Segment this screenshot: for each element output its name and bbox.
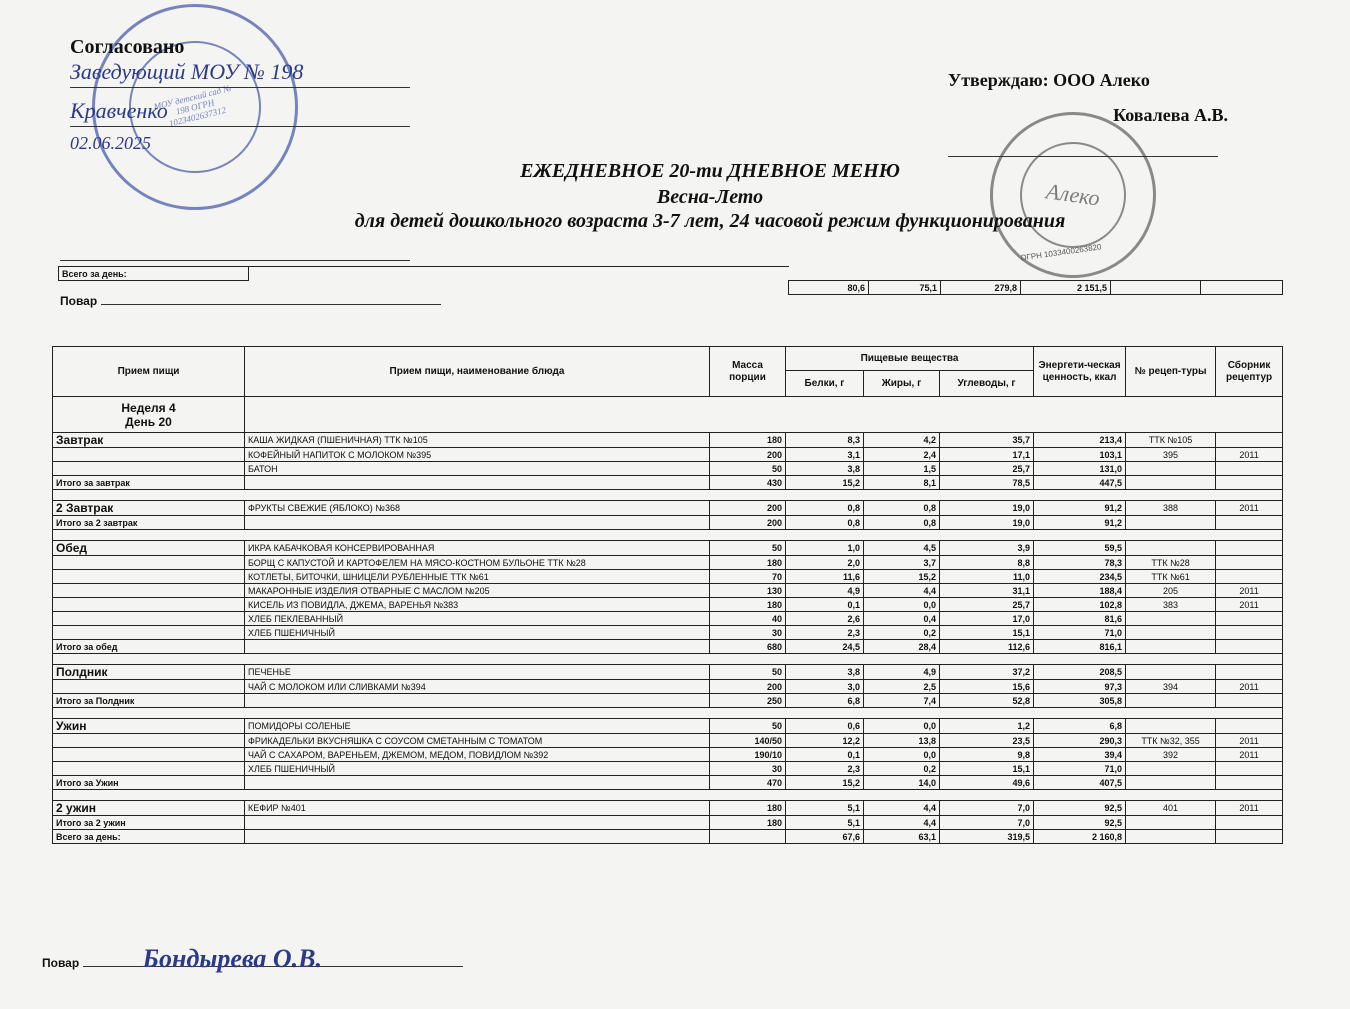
dish-name: ИКРА КАБАЧКОВАЯ КОНСЕРВИРОВАННАЯ [245,541,710,556]
table-row [53,665,1283,680]
dish-name: ХЛЕБ ПШЕНИЧНЫЙ [245,626,710,640]
dish-carbs: 11,0 [940,570,1034,584]
dish-fat: 13,8 [864,734,940,748]
menu-table [52,346,1283,844]
dish-mass: 50 [710,719,786,734]
subtotal-row [53,476,1283,490]
dish-energy: 59,5 [1034,541,1126,556]
dish-mass: 180 [710,801,786,816]
prev-povar-label: Повар [60,294,441,308]
dish-mass: 70 [710,570,786,584]
subtotal-mass: 200 [710,516,786,530]
dish-fat: 0,4 [864,612,940,626]
dish-carbs: 25,7 [940,598,1034,612]
subtotal-empty [1216,776,1283,790]
dish-collection [1216,626,1283,640]
dish-carbs: 37,2 [940,665,1034,680]
col-protein: Белки, г [786,371,864,397]
dish-energy: 92,5 [1034,801,1126,816]
spacer-row [53,530,1283,541]
dish-fat: 0,2 [864,762,940,776]
subtotal-empty [1216,476,1283,490]
dish-protein: 0,8 [786,501,864,516]
dish-protein: 3,8 [786,462,864,476]
dish-collection: 2011 [1216,584,1283,598]
col-mass: Масса порции [710,347,786,397]
subtotal-protein: 15,2 [786,476,864,490]
cook-signature: Бондырева О.В. [142,944,323,973]
dish-fat: 0,0 [864,598,940,612]
col-carbs: Углеводы, г [940,371,1034,397]
dish-protein: 2,3 [786,762,864,776]
dish-name: ФРИКАДЕЛЬКИ ВКУСНЯШКА С СОУСОМ СМЕТАННЫМ С ТОМАТОМ [245,734,710,748]
dish-recipe [1126,462,1216,476]
dish-collection: 2011 [1216,598,1283,612]
dish-collection: 2011 [1216,680,1283,694]
spacer-row [53,790,1283,801]
meal-label: Завтрак [53,433,245,448]
dish-protein: 5,1 [786,801,864,816]
dish-carbs: 19,0 [940,501,1034,516]
subtotal-mass: 250 [710,694,786,708]
meal-empty [53,598,245,612]
subtotal-protein: 15,2 [786,776,864,790]
dish-recipe [1126,719,1216,734]
subtotal-empty [245,776,710,790]
dish-mass: 50 [710,665,786,680]
day-total-carbs: 319,5 [940,830,1034,844]
dish-collection: 2011 [1216,448,1283,462]
dish-name: ХЛЕБ ПЕКЛЕВАННЫЙ [245,612,710,626]
subtotal-carbs: 78,5 [940,476,1034,490]
subtotal-empty [1216,816,1283,830]
dish-protein: 8,3 [786,433,864,448]
dish-recipe: ТТК №32, 355 [1126,734,1216,748]
dish-protein: 12,2 [786,734,864,748]
dish-mass: 130 [710,584,786,598]
table-row [53,541,1283,556]
approve-block [948,70,1228,157]
subtotal-empty [245,816,710,830]
subtotal-empty [245,694,710,708]
col-meal: Прием пищи [53,347,245,397]
subtotal-label: Итого за Полдник [53,694,245,708]
col-dish: Прием пищи, наименование блюда [245,347,710,397]
dish-energy: 103,1 [1034,448,1126,462]
dish-collection [1216,719,1283,734]
table-row [53,556,1283,570]
subtotal-label: Итого за завтрак [53,476,245,490]
dish-recipe: ТТК №61 [1126,570,1216,584]
meal-empty [53,626,245,640]
subtotal-mass: 430 [710,476,786,490]
right-stamp-ring: ОГРН 1033400263820 [1019,242,1102,263]
dish-recipe: 395 [1126,448,1216,462]
dish-carbs: 15,1 [940,762,1034,776]
dish-recipe: 205 [1126,584,1216,598]
dish-carbs: 9,8 [940,748,1034,762]
col-fat: Жиры, г [864,371,940,397]
subtotal-energy: 92,5 [1034,816,1126,830]
dish-energy: 81,6 [1034,612,1126,626]
right-stamp: Алеко [979,101,1166,288]
dish-energy: 6,8 [1034,719,1126,734]
dish-collection: 2011 [1216,801,1283,816]
dish-energy: 213,4 [1034,433,1126,448]
dish-fat: 2,4 [864,448,940,462]
day-total-energy: 2 160,8 [1034,830,1126,844]
menu-title: ЕЖЕДНЕВНОЕ 20-ти ДНЕВНОЕ МЕНЮ [520,160,900,182]
subtotal-energy: 447,5 [1034,476,1126,490]
dish-carbs: 23,5 [940,734,1034,748]
spacer-row [53,708,1283,719]
subtotal-carbs: 7,0 [940,816,1034,830]
dish-carbs: 31,1 [940,584,1034,598]
subtotal-fat: 4,4 [864,816,940,830]
table-row [53,584,1283,598]
prev-total-z: 75,1 [869,281,941,295]
subtotal-fat: 14,0 [864,776,940,790]
menu-subtitle: для детей дошкольного возраста 3-7 лет, 24 часовой режим функционирования [354,210,1066,232]
dish-protein: 3,1 [786,448,864,462]
dish-name: МАКАРОННЫЕ ИЗДЕЛИЯ ОТВАРНЫЕ С МАСЛОМ №205 [245,584,710,598]
dish-recipe: 394 [1126,680,1216,694]
meal-empty [53,448,245,462]
subtotal-fat: 0,8 [864,516,940,530]
subtotal-empty [1216,640,1283,654]
dish-fat: 0,2 [864,626,940,640]
dish-energy: 71,0 [1034,762,1126,776]
menu-season: Весна-Лето [656,186,764,208]
table-row [53,448,1283,462]
dish-collection [1216,433,1283,448]
dish-recipe [1126,612,1216,626]
dish-recipe [1126,541,1216,556]
meal-empty [53,556,245,570]
subtotal-empty [1126,694,1216,708]
dish-mass: 200 [710,501,786,516]
agreed-title: Согласовано [70,36,185,58]
col-nutrients: Пищевые вещества [786,347,1034,371]
col-recipe: № рецеп-туры [1126,347,1216,397]
dish-energy: 91,2 [1034,501,1126,516]
dish-fat: 4,2 [864,433,940,448]
subtotal-carbs: 112,6 [940,640,1034,654]
dish-carbs: 8,8 [940,556,1034,570]
dish-fat: 1,5 [864,462,940,476]
subtotal-empty [1126,476,1216,490]
dish-recipe: 392 [1126,748,1216,762]
table-row [53,734,1283,748]
dish-name: КИСЕЛЬ ИЗ ПОВИДЛА, ДЖЕМА, ВАРЕНЬЯ №383 [245,598,710,612]
subtotal-empty [245,516,710,530]
table-row [53,462,1283,476]
dish-collection [1216,541,1283,556]
table-row [53,501,1283,516]
subtotal-energy: 407,5 [1034,776,1126,790]
dish-fat: 3,7 [864,556,940,570]
table-row [53,626,1283,640]
subtotal-mass: 470 [710,776,786,790]
prev-total-label: Всего за день: [59,267,249,281]
dish-carbs: 7,0 [940,801,1034,816]
dish-mass: 30 [710,762,786,776]
dish-protein: 3,8 [786,665,864,680]
dish-fat: 0,0 [864,748,940,762]
dish-mass: 180 [710,556,786,570]
day-total-label: Всего за день: [53,830,245,844]
dish-energy: 78,3 [1034,556,1126,570]
dish-energy: 71,0 [1034,626,1126,640]
day-total-protein: 67,6 [786,830,864,844]
dish-mass: 190/10 [710,748,786,762]
dish-fat: 0,8 [864,501,940,516]
meal-label: 2 ужин [53,801,245,816]
subtotal-protein: 24,5 [786,640,864,654]
dish-name: КОФЕЙНЫЙ НАПИТОК С МОЛОКОМ №395 [245,448,710,462]
week-day: Неделя 4 День 20 [53,397,245,433]
agreed-date: 02.06.2025 [70,133,151,153]
dish-collection: 2011 [1216,734,1283,748]
subtotal-row [53,694,1283,708]
subtotal-energy: 91,2 [1034,516,1126,530]
dish-protein: 0,1 [786,598,864,612]
day-total-row [53,830,1283,844]
previous-total-table [58,266,1283,295]
subtotal-label: Итого за 2 ужин [53,816,245,830]
subtotal-carbs: 52,8 [940,694,1034,708]
dish-protein: 2,0 [786,556,864,570]
dish-mass: 40 [710,612,786,626]
dish-collection [1216,665,1283,680]
spacer-row [53,490,1283,501]
dish-recipe: 388 [1126,501,1216,516]
meal-label: Ужин [53,719,245,734]
subtotal-label: Итого за Ужин [53,776,245,790]
subtotal-protein: 5,1 [786,816,864,830]
subtotal-empty [1126,640,1216,654]
dish-carbs: 25,7 [940,462,1034,476]
dish-energy: 188,4 [1034,584,1126,598]
table-row [53,433,1283,448]
dish-mass: 50 [710,462,786,476]
divider [60,260,410,261]
dish-recipe [1126,665,1216,680]
subtotal-row [53,640,1283,654]
dish-mass: 50 [710,541,786,556]
subtotal-label: Итого за 2 завтрак [53,516,245,530]
left-stamp: МОУ детский сад № 198 ОГРН 1023402637312 [70,0,320,232]
meal-empty [53,734,245,748]
subtotal-empty [1126,516,1216,530]
day-total-empty [1126,830,1216,844]
subtotal-fat: 7,4 [864,694,940,708]
day-total-empty [1216,830,1283,844]
subtotal-carbs: 19,0 [940,516,1034,530]
dish-mass: 140/50 [710,734,786,748]
dish-protein: 1,0 [786,541,864,556]
dish-mass: 180 [710,433,786,448]
meal-empty [53,584,245,598]
dish-carbs: 15,1 [940,626,1034,640]
spacer-row [53,654,1283,665]
dish-recipe: 383 [1126,598,1216,612]
dish-fat: 2,5 [864,680,940,694]
dish-protein: 4,9 [786,584,864,598]
dish-protein: 0,6 [786,719,864,734]
dish-collection: 2011 [1216,748,1283,762]
subtotal-carbs: 49,6 [940,776,1034,790]
table-row [53,719,1283,734]
dish-name: БОРЩ С КАПУСТОЙ И КАРТОФЕЛЕМ НА МЯСО-КОСТНОМ БУЛЬОНЕ ТТК №28 [245,556,710,570]
dish-recipe: ТТК №105 [1126,433,1216,448]
col-energy: Энергети-ческая ценность, ккал [1034,347,1126,397]
approve-title: Утверждаю: ООО Алеко [948,70,1150,90]
meal-label: 2 Завтрак [53,501,245,516]
subtotal-fat: 28,4 [864,640,940,654]
subtotal-empty [1216,516,1283,530]
dish-collection: 2011 [1216,501,1283,516]
agreed-sign-2: Кравченко [70,98,410,127]
dish-energy: 39,4 [1034,748,1126,762]
table-row [53,598,1283,612]
footer-povar: Повар Бондырева О.В. [42,956,463,970]
dish-collection [1216,462,1283,476]
dish-collection [1216,762,1283,776]
dish-energy: 102,8 [1034,598,1126,612]
meal-empty [53,612,245,626]
dish-energy: 234,5 [1034,570,1126,584]
meal-label: Полдник [53,665,245,680]
dish-carbs: 15,6 [940,680,1034,694]
subtotal-empty [245,476,710,490]
subtotal-empty [1126,776,1216,790]
dish-mass: 30 [710,626,786,640]
subtotal-energy: 816,1 [1034,640,1126,654]
dish-collection [1216,570,1283,584]
dish-protein: 2,6 [786,612,864,626]
dish-name: КАША ЖИДКАЯ (ПШЕНИЧНАЯ) ТТК №105 [245,433,710,448]
dish-fat: 4,9 [864,665,940,680]
subtotal-protein: 0,8 [786,516,864,530]
dish-name: ПЕЧЕНЬЕ [245,665,710,680]
dish-fat: 0,0 [864,719,940,734]
dish-protein: 2,3 [786,626,864,640]
dish-collection [1216,612,1283,626]
dish-recipe: 401 [1126,801,1216,816]
dish-recipe [1126,762,1216,776]
dish-energy: 97,3 [1034,680,1126,694]
day-total-empty [245,830,710,844]
dish-name: ЧАЙ С САХАРОМ, ВАРЕНЬЕМ, ДЖЕМОМ, МЕДОМ, ПОВИДЛОМ №392 [245,748,710,762]
prev-total-e: 2 151,5 [1021,281,1111,295]
day-total-fat: 63,1 [864,830,940,844]
dish-energy: 290,3 [1034,734,1126,748]
meal-label: Обед [53,541,245,556]
dish-mass: 180 [710,598,786,612]
prev-total-u: 279,8 [941,281,1021,295]
subtotal-protein: 6,8 [786,694,864,708]
subtotal-row [53,816,1283,830]
subtotal-empty [245,640,710,654]
dish-name: КОТЛЕТЫ, БИТОЧКИ, ШНИЦЕЛИ РУБЛЕННЫЕ ТТК №61 [245,570,710,584]
day-total-empty [710,830,786,844]
meal-empty [53,748,245,762]
dish-recipe [1126,626,1216,640]
prev-total-b: 80,6 [789,281,869,295]
dish-name: ПОМИДОРЫ СОЛЕНЫЕ [245,719,710,734]
dish-protein: 11,6 [786,570,864,584]
subtotal-row [53,776,1283,790]
table-row [53,680,1283,694]
table-row [53,801,1283,816]
subtotal-mass: 680 [710,640,786,654]
dish-mass: 200 [710,448,786,462]
table-row [53,762,1283,776]
dish-carbs: 1,2 [940,719,1034,734]
table-row [53,748,1283,762]
dish-name: БАТОН [245,462,710,476]
dish-fat: 4,4 [864,584,940,598]
subtotal-row [53,516,1283,530]
dish-name: ЧАЙ С МОЛОКОМ ИЛИ СЛИВКАМИ №394 [245,680,710,694]
col-collection: Сборник рецептур [1216,347,1283,397]
dish-name: ХЛЕБ ПШЕНИЧНЫЙ [245,762,710,776]
dish-energy: 208,5 [1034,665,1126,680]
dish-fat: 4,4 [864,801,940,816]
table-row [53,570,1283,584]
dish-energy: 131,0 [1034,462,1126,476]
dish-collection [1216,556,1283,570]
subtotal-energy: 305,8 [1034,694,1126,708]
dish-carbs: 17,1 [940,448,1034,462]
dish-recipe: ТТК №28 [1126,556,1216,570]
meal-empty [53,462,245,476]
dish-fat: 15,2 [864,570,940,584]
subtotal-empty [1216,694,1283,708]
dish-mass: 200 [710,680,786,694]
dish-protein: 3,0 [786,680,864,694]
dish-name: КЕФИР №401 [245,801,710,816]
subtotal-mass: 180 [710,816,786,830]
dish-fat: 4,5 [864,541,940,556]
agreed-sign-1: Заведующий МОУ № 198 [70,59,410,88]
agreed-block [70,36,410,154]
subtotal-empty [1126,816,1216,830]
table-row [53,612,1283,626]
dish-carbs: 3,9 [940,541,1034,556]
subtotal-label: Итого за обед [53,640,245,654]
approve-name: Ковалева А.В. [1113,105,1228,125]
dish-protein: 0,1 [786,748,864,762]
dish-carbs: 17,0 [940,612,1034,626]
meal-empty [53,762,245,776]
meal-empty [53,570,245,584]
meal-empty [53,680,245,694]
subtotal-fat: 8,1 [864,476,940,490]
dish-name: ФРУКТЫ СВЕЖИЕ (ЯБЛОКО) №368 [245,501,710,516]
dish-carbs: 35,7 [940,433,1034,448]
